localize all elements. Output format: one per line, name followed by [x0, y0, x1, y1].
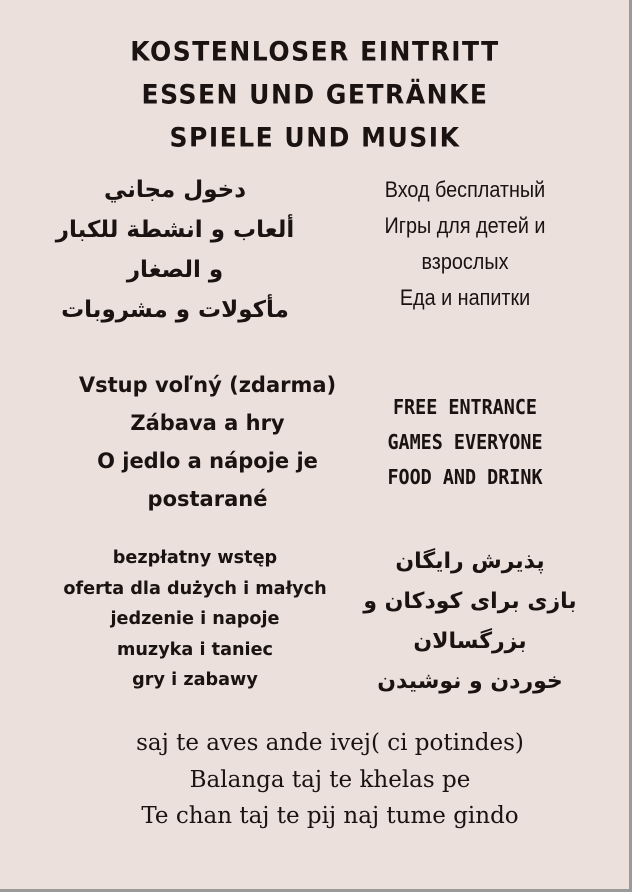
polish-line: muzyka i taniec	[116, 638, 274, 660]
german-line: ESSEN UND GETRÄNKE	[141, 79, 489, 110]
german-line: SPIELE UND MUSIK	[169, 122, 461, 153]
polish-line: jedzenie i napoje	[110, 608, 280, 629]
english-line: FOOD AND DRINK	[387, 465, 543, 489]
polish-line: oferta dla dużych i małych	[63, 577, 327, 599]
slovak-line: Vstup voľný (zdarma)	[78, 373, 337, 397]
persian-section	[345, 542, 595, 702]
english-line: FREE ENTRANCE	[392, 395, 538, 419]
arabic-line: دخول مجاني	[103, 177, 247, 203]
slovak-line: Zábava a hry	[130, 411, 285, 435]
german-section	[90, 30, 540, 159]
persian-line: بزرگسالان	[413, 629, 527, 654]
arabic-line: و الصغار	[126, 257, 224, 283]
romani-section	[100, 725, 560, 835]
persian-line: پذیرش رایگان	[395, 549, 545, 574]
slovak-line: O jedlo a nápoje je	[97, 449, 318, 473]
english-section	[355, 390, 575, 495]
romani-line: saj te aves ande ivej( ci potindes)	[136, 730, 524, 756]
polish-line: bezpłatny wstęp	[112, 547, 278, 568]
arabic-section	[20, 170, 330, 330]
persian-line: بازی برای کودکان و	[363, 589, 577, 614]
russian-line: взрослых	[421, 249, 509, 274]
polish-line: gry i zabawy	[132, 669, 258, 690]
romani-line: Te chan taj te pij naj tume gindo	[141, 803, 519, 829]
russian-line: Вход бесплатный	[384, 177, 546, 202]
polish-section	[40, 543, 350, 696]
russian-line: Еда и напитки	[399, 285, 531, 310]
persian-line: خوردن و نوشیدن	[377, 669, 563, 694]
arabic-line: مأكولات و مشروبات	[61, 297, 289, 323]
russian-section	[340, 172, 590, 316]
german-line: KOSTENLOSER EINTRITT	[130, 36, 500, 67]
english-line: GAMES EVERYONE	[387, 430, 543, 454]
russian-line: Игры для детей и	[384, 213, 546, 238]
slovak-section	[40, 366, 375, 518]
romani-line: Balanga taj te khelas pe	[189, 766, 471, 793]
slovak-line: postarané	[147, 487, 268, 511]
arabic-line: ألعاب و انشطة للكبار	[55, 217, 295, 243]
